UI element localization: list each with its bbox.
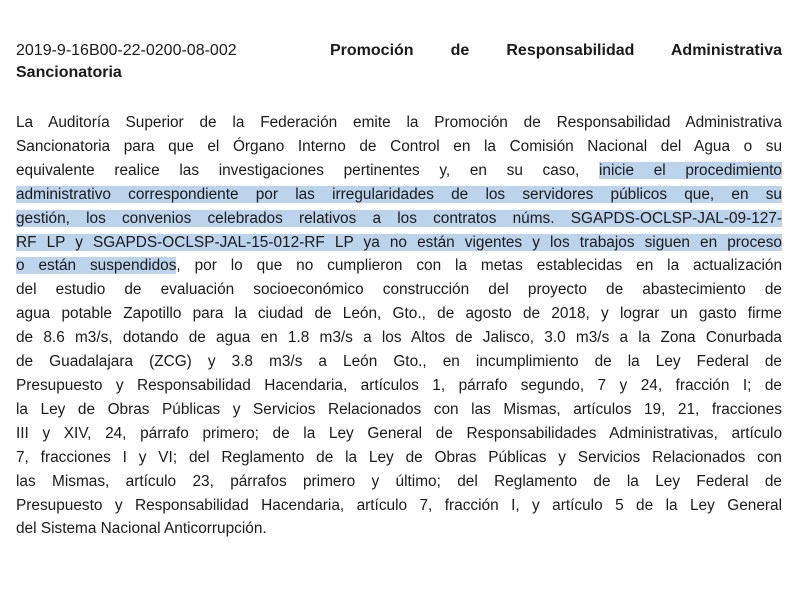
highlighted-text: o están suspendidos (16, 257, 177, 275)
highlighted-text: administrativo correspondiente por las irregularidades de los servidores públicos que, en su (16, 185, 782, 203)
highlighted-text: inicie el procedimiento (598, 161, 782, 179)
body-line: equivalente realice las investigaciones pertinentes y, en su caso, inicie el procedimiento (16, 161, 782, 179)
body-line: de Guadalajara (ZCG) y 3.8 m3/s a León Gto., en incumplimiento de la Ley Federal de (16, 353, 782, 371)
body-line: agua potable Zapotillo para la ciudad de León, Gto., de agosto de 2018, y lograr un gasto firme (16, 305, 782, 323)
body-line: La Auditoría Superior de la Federación emite la Promoción de Responsabilidad Administrativa (16, 114, 782, 131)
body-line (16, 231, 782, 255)
highlighted-text: RF LP y SGAPDS-OCLSP-JAL-15-012-RF LP ya no están vigentes y los trabajos siguen en proceso (16, 233, 782, 251)
document-header (16, 40, 782, 84)
body-line: Presupuesto y Responsabilidad Hacendaria, artículo 7, fracción I, y artículo 5 de la Ley General (16, 496, 782, 514)
body-line: III y XIV, 24, párrafo primero; de la Ley General de Responsabilidades Administrativas, artículo (16, 424, 782, 442)
highlighted-text: gestión, los convenios celebrados relativos a los contratos núms. SGAPDS-OCLSP-JAL-09-127- (16, 209, 782, 227)
body-line: Presupuesto y Responsabilidad Hacendaria, artículos 1, párrafo segundo, 7 y 24, fracción I; de (16, 376, 782, 394)
action-title-continuation: Sancionatoria (16, 64, 122, 81)
body-line: la Ley de Obras Públicas y Servicios Relacionados con las Mismas, artículos 19, 21, fracciones (16, 400, 782, 418)
body-line: del Sistema Nacional Anticorrupción. (16, 520, 267, 538)
body-line: las Mismas, artículo 23, párrafos primero y último; del Reglamento de la Ley Federal de (16, 472, 782, 490)
action-title: Promoción de Responsabilidad Administrativa (330, 42, 782, 59)
body-line: o están suspendidos, por lo que no cumplieron con la metas establecidas en la actualización (16, 257, 782, 275)
body-line: de 8.6 m3/s, dotando de agua en 1.8 m3/s a los Altos de Jalisco, 3.0 m3/s a la Zona Conurbada (16, 329, 782, 347)
document-body (16, 111, 782, 541)
body-line: 7, fracciones I y VI; del Reglamento de la Ley de Obras Públicas y Servicios Relacionados con (16, 448, 782, 466)
action-code: 2019-9-16B00-22-0200-08-002 (16, 42, 237, 59)
body-line (16, 207, 782, 231)
body-line: Sancionatoria para que el Órgano Interno de Control en la Comisión Nacional del Agua o su (16, 137, 782, 155)
header-line (16, 40, 782, 62)
body-line: del estudio de evaluación socioeconómico construcción del proyecto de abastecimiento de (16, 281, 782, 299)
body-line (16, 183, 782, 207)
